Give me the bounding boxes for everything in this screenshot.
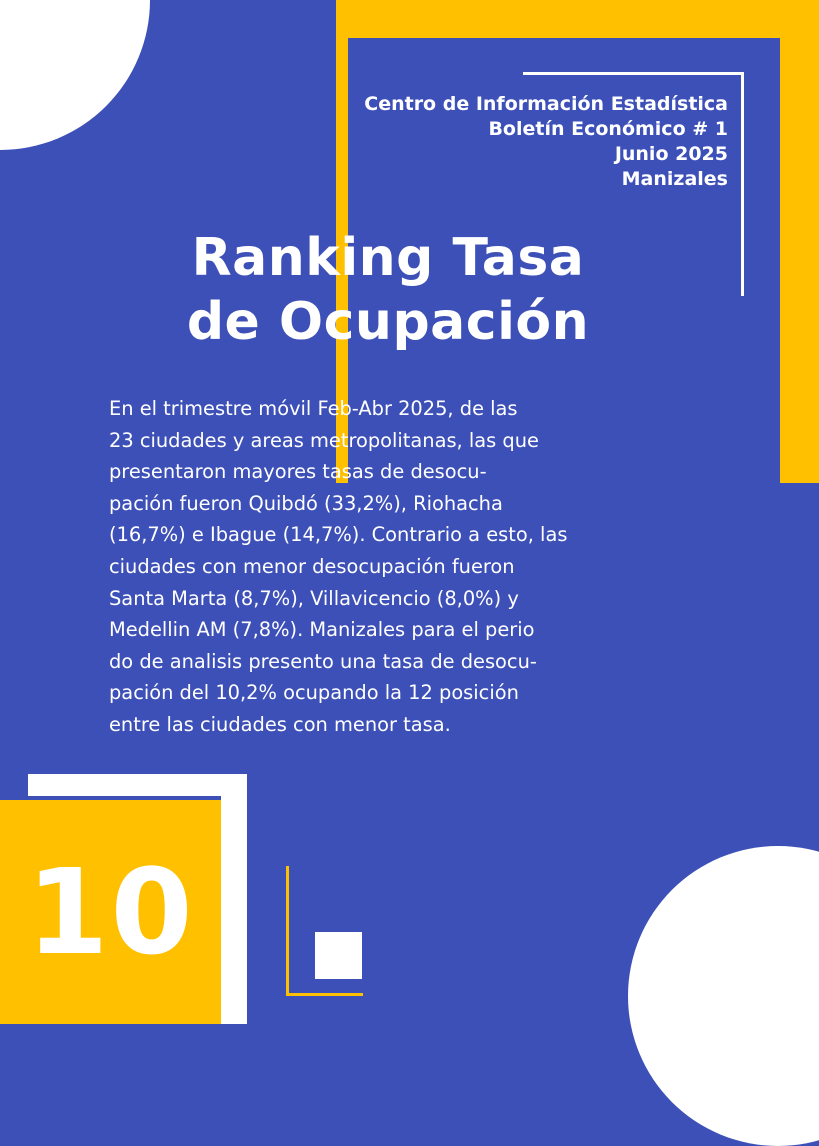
body-line: pación fueron Quibdó (33,2%), Riohacha [109, 491, 503, 515]
body-line: presentaron mayores tasas de desocu- [109, 460, 487, 484]
bulletin-number: Boletín Económico # 1 [488, 118, 728, 140]
bulletin-date: Junio 2025 [614, 143, 728, 165]
body-line: ciudades con menor desocupación fueron [109, 554, 515, 578]
page-title [118, 226, 658, 354]
body-line: En el trimestre móvil Feb-Abr 2025, de las [109, 397, 518, 420]
page-number: 10 [26, 843, 195, 981]
bulletin-city: Manizales [621, 168, 728, 190]
body-line: 23 ciudades y areas metropolitanas, las que [109, 428, 539, 452]
body-line: Santa Marta (8,7%), Villavicencio (8,0%) y [109, 586, 519, 610]
decorative-circle-bottom-right [628, 846, 819, 1146]
body-paragraph [109, 393, 695, 741]
body-line: pación del 10,2% ocupando la 12 posición [109, 681, 519, 705]
organization-name: Centro de Información Estadística [364, 93, 728, 115]
title-line-2: de Ocupación [186, 292, 590, 352]
title-line-1: Ranking Tasa [191, 228, 585, 288]
body-line: do de analisis presento una tasa de desocu- [109, 649, 537, 673]
body-line: (16,7%) e Ibague (14,7%). Contrario a esto, las [109, 523, 568, 547]
body-line: Medellin AM (7,8%). Manizales para el perio [109, 618, 535, 642]
decorative-white-square [315, 932, 362, 979]
decorative-circle-top-left [0, 0, 150, 150]
body-line: entre las ciudades con menor tasa. [109, 712, 451, 736]
bulletin-header [364, 92, 728, 192]
